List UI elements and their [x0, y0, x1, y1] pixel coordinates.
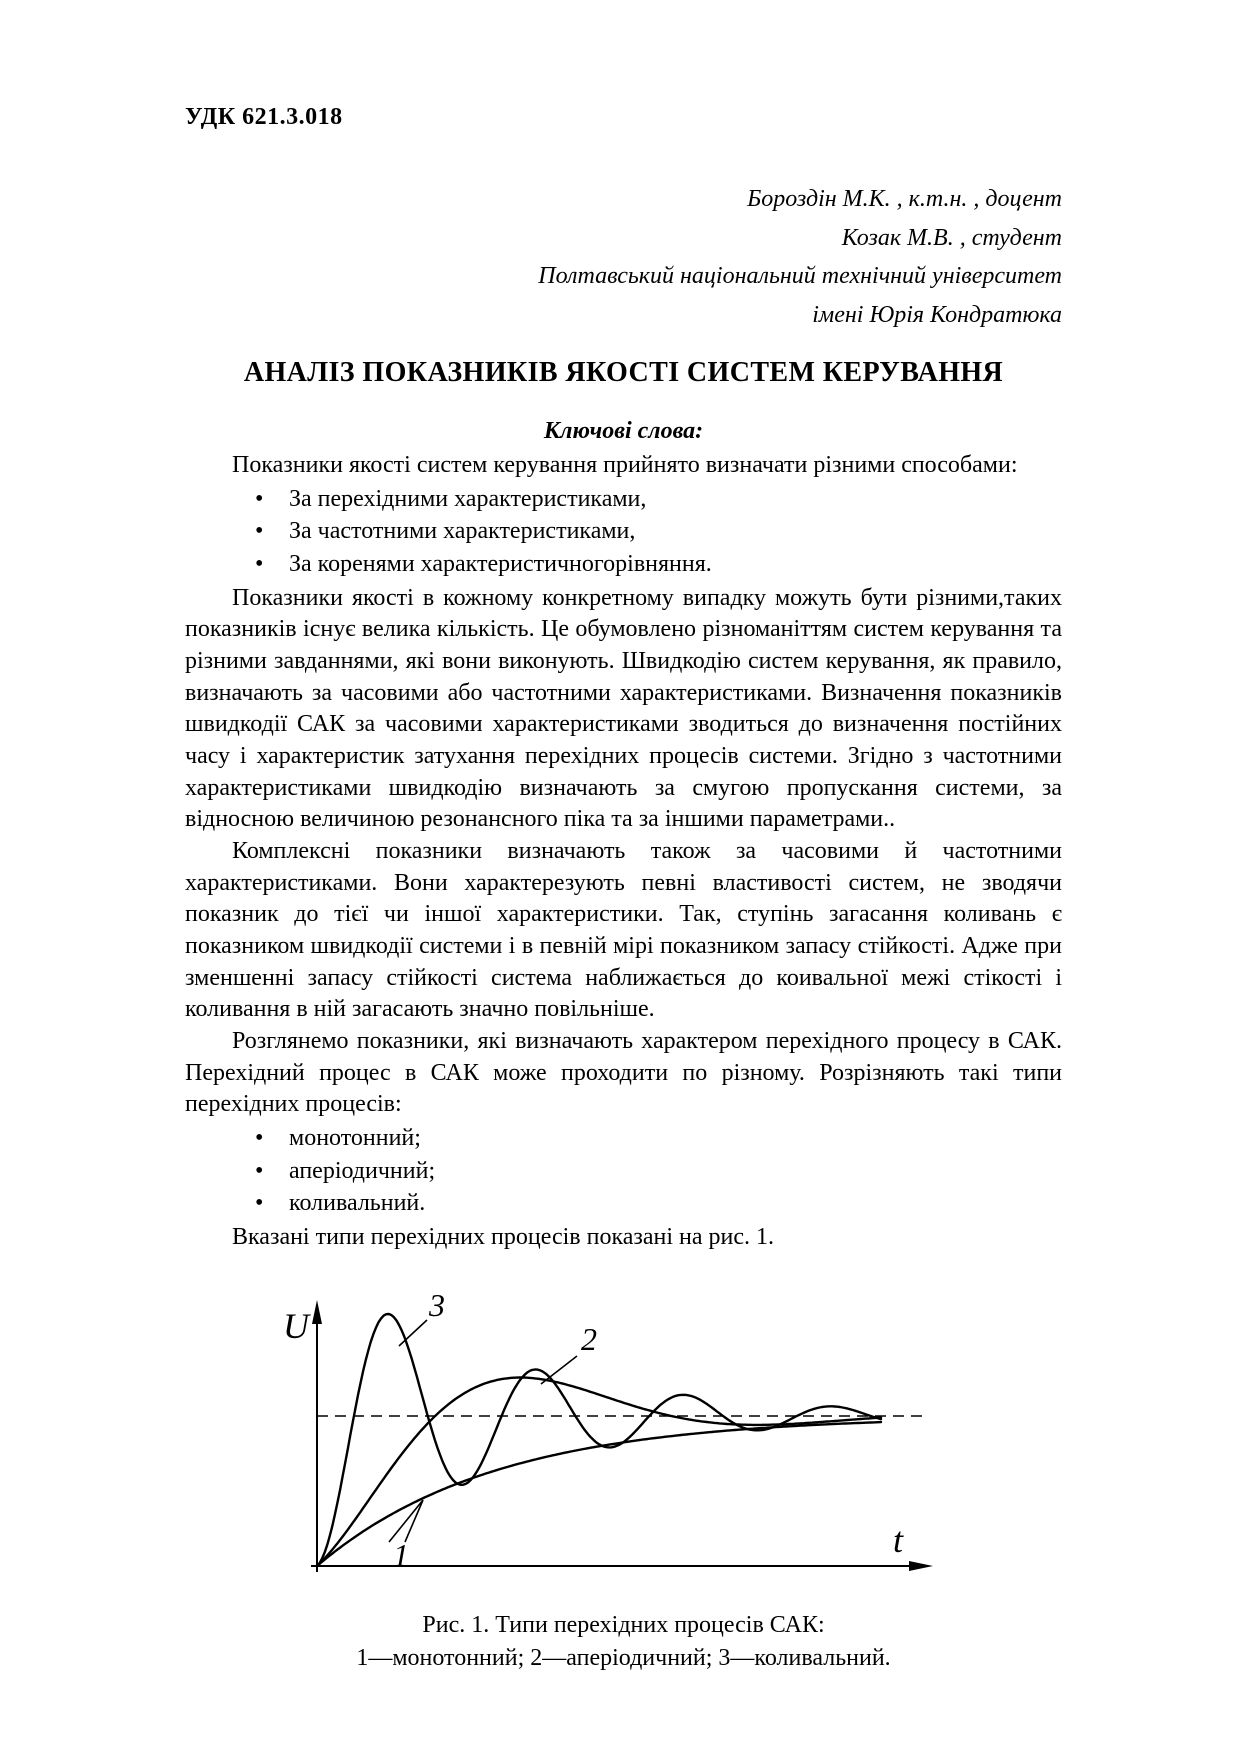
udc-code: УДК 621.3.018 [185, 104, 343, 130]
figure-svg [281, 1288, 941, 1590]
list-item: • За частотними характеристиками, [185, 516, 1062, 548]
figure-plot-area [281, 1288, 1062, 1600]
process-types-list [185, 1123, 1062, 1220]
methods-list [185, 484, 1062, 581]
figure-caption-line2: 1—монотонний; 2—аперіодичний; 3—коливальний. [356, 1644, 891, 1671]
y-axis-arrow-icon [312, 1300, 322, 1324]
figure-1 [185, 1288, 1062, 1674]
paper-title: АНАЛІЗ ПОКАЗНИКІВ ЯКОСТІ СИСТЕМ КЕРУВАННЯ [243, 357, 1004, 389]
affiliation-line: імені Юрія Кондратюка [812, 302, 1062, 329]
transient-paragraph: Розглянемо показники, які визначають характером перехідного процесу в САК. Перехідний процес в САК може проходити по різному. Розрізняють такі типи перехідних процесів: [185, 1027, 1062, 1118]
curve-3 [317, 1314, 881, 1566]
figure-caption [185, 1609, 1062, 1674]
list-item: • коливальний. [185, 1188, 1062, 1220]
list-item: • аперіодичний; [185, 1156, 1062, 1188]
x-axis-arrow-icon [909, 1561, 933, 1571]
author-line: Козак М.В. , студент [841, 224, 1062, 251]
list-item: • монотонний; [185, 1123, 1062, 1155]
affiliation-line: Полтавський національний технічний університет [538, 263, 1062, 290]
curve-label-3: 3 [429, 1287, 445, 1323]
author-line: Бороздін М.К. , к.т.н. , доцент [747, 185, 1062, 212]
figure-caption-line1: Рис. 1. Типи перехідних процесів САК: [422, 1612, 825, 1639]
intro-paragraph: Показники якості систем керування прийнято визначати різними способами: [232, 451, 1018, 478]
figure-intro-paragraph: Вказані типи перехідних процесів показані на рис. 1. [232, 1223, 775, 1250]
keywords-heading: Ключові слова: [543, 418, 704, 445]
list-item: • За коренями характеристичногорівняння. [185, 549, 1062, 581]
quality-paragraph: Показники якості в кожному конкретному випадку можуть бути різними,таких показників існує велика кількість. Це обумовлено різноманіттям систем керування та різними завданнями, які вони виконують. Швидкодію систем керування, як правило, визначають за часовими або частотними характеристиками. Визначення показників швидкодії САК за часовими характеристиками зводиться до визначення постійних часу і характеристик затухання перехідних процесів системи. Згідно з частотними характеристиками швидкодію визначають за смугою пропускання системи, за відносною величиною резонансного піка та за іншими параметрами.. [185, 584, 1062, 833]
curve-2-leader-line [541, 1356, 577, 1384]
y-axis-label: U [283, 1305, 309, 1346]
list-item: • За перехідними характеристиками, [185, 484, 1062, 516]
complex-paragraph: Комплексні показники визначають також за часовими й частотними характеристиками. Вони характерезують певні властивості систем, не зводячи показник до тієї чи іншої характеристики. Так, ступінь загасання коливань є показником швидкодії системи і в певній мірі показником запасу стійкості. Адже при зменшенні запасу стійкості система наближається до коивальної межі стікості і коливання в ній загасають значно повільніше. [185, 837, 1062, 1023]
curve-label-1: 1 [393, 1536, 409, 1573]
x-axis-label: t [893, 1519, 904, 1560]
curve-label-2: 2 [581, 1320, 597, 1357]
byline-block [185, 180, 1062, 336]
